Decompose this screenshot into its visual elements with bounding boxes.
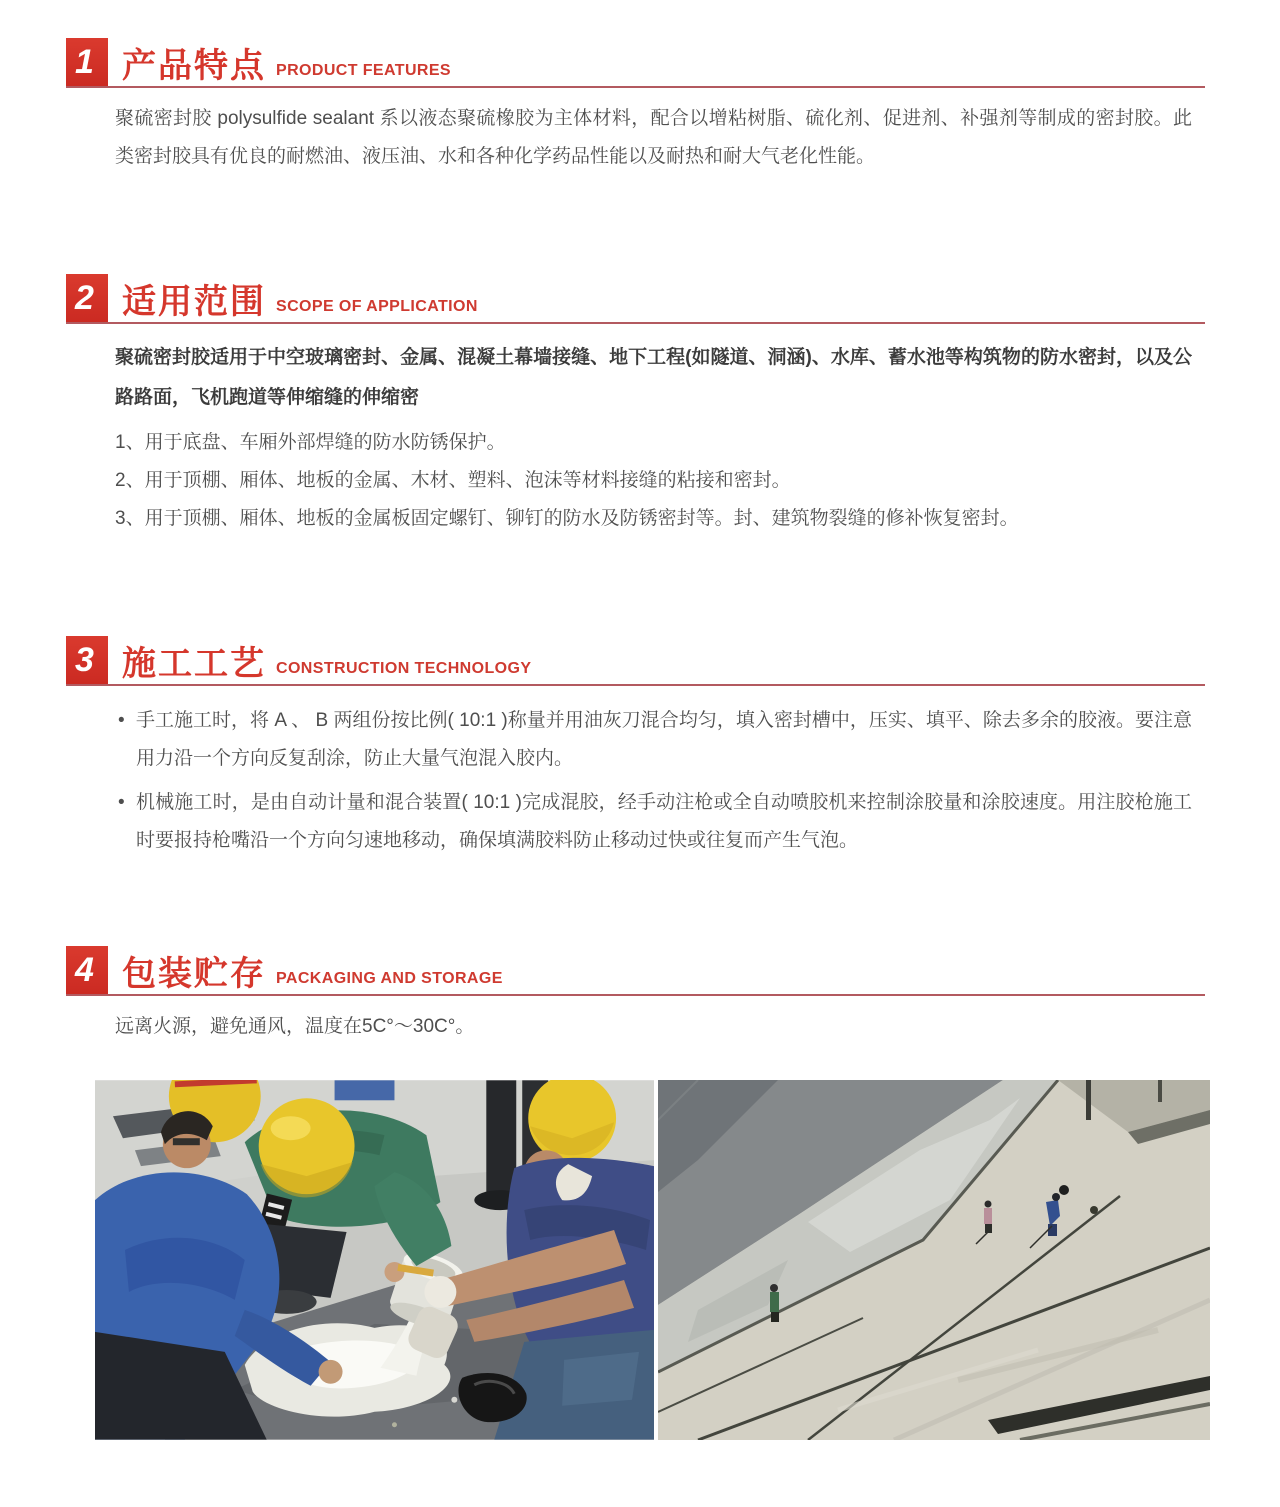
scope-lead-paragraph: 聚硫密封胶适用于中空玻璃密封、金属、混凝土幕墙接缝、地下工程(如隧道、洞涵)、水库、蓄水池等构筑物的防水密封，以及公路路面，飞机跑道等伸缩缝的伸缩密	[115, 347, 1192, 408]
bullet-item: • 手工施工时，将 A 、 B 两组份按比例( 10:1 )称量并用油灰刀混合均匀，填入密封槽中，压实、填平、除去多余的胶液。要注意用力沿一个方向反复刮涂，防止大量气泡混入胶内。	[118, 702, 1192, 778]
section-number-badge	[66, 274, 108, 322]
section-packaging-and-storage	[0, 948, 1280, 1046]
workers-mixing-sealant-photo	[95, 1080, 654, 1440]
construction-bullet-list	[118, 702, 1192, 860]
section-2-header	[66, 276, 1205, 324]
section-number: 4	[75, 950, 94, 989]
section-4-header	[66, 948, 1205, 996]
concrete-slope-joint-sealing-photo	[658, 1080, 1210, 1440]
product-features-paragraph: 聚硫密封胶 polysulfide sealant 系以液态聚硫橡胶为主体材料，配合以增粘树脂、硫化剂、促进剂、补强剂等制成的密封胶。此类密封胶具有优良的耐燃油、液压油、水和各种化学药品性能以及耐热和耐大气老化性能。	[115, 108, 1192, 167]
bullet-item: • 机械施工时，是由自动计量和混合装置( 10:1 )完成混胶，经手动注枪或全自动喷胶机来控制涂胶量和涂胶速度。用注胶枪施工时要报持枪嘴沿一个方向匀速地移动，确保填满胶料防止移动过快或往复而产生气泡。	[118, 784, 1192, 860]
section-title-zh: 适用范围	[122, 283, 266, 321]
list-item: 2、用于顶棚、厢体、地板的金属、木材、塑料、泡沫等材料接缝的粘接和密封。	[115, 470, 791, 491]
section-number-badge	[66, 636, 108, 684]
photo-row	[95, 1080, 1280, 1440]
section-product-features	[0, 0, 1280, 176]
list-item: 1、用于底盘、车厢外部焊缝的防水防锈保护。	[115, 432, 506, 453]
section-number: 1	[75, 42, 94, 81]
storage-paragraph: 远离火源，避免通风，温度在5C°～30C°。	[115, 1016, 475, 1037]
list-item: 3、用于顶棚、厢体、地板的金属板固定螺钉、铆钉的防水及防锈密封等。封、建筑物裂缝的修补恢复密封。	[115, 508, 1019, 529]
section-title-en: PRODUCT FEATURES	[276, 62, 451, 79]
section-title-zh: 包装贮存	[122, 955, 266, 993]
section-number: 2	[75, 278, 94, 317]
section-title-zh: 施工工艺	[122, 645, 266, 683]
section-number-badge	[66, 946, 108, 994]
section-title-en: PACKAGING AND STORAGE	[276, 970, 503, 987]
section-title-en: CONSTRUCTION TECHNOLOGY	[276, 660, 532, 677]
section-number-badge	[66, 38, 108, 86]
scope-numbered-list	[115, 424, 1192, 538]
section-scope-of-application	[0, 276, 1280, 538]
section-1-header	[66, 40, 1205, 88]
section-number: 3	[75, 640, 94, 679]
section-construction-technology	[0, 638, 1280, 860]
section-title-zh: 产品特点	[122, 47, 266, 85]
section-3-header	[66, 638, 1205, 686]
section-title-en: SCOPE OF APPLICATION	[276, 298, 478, 315]
